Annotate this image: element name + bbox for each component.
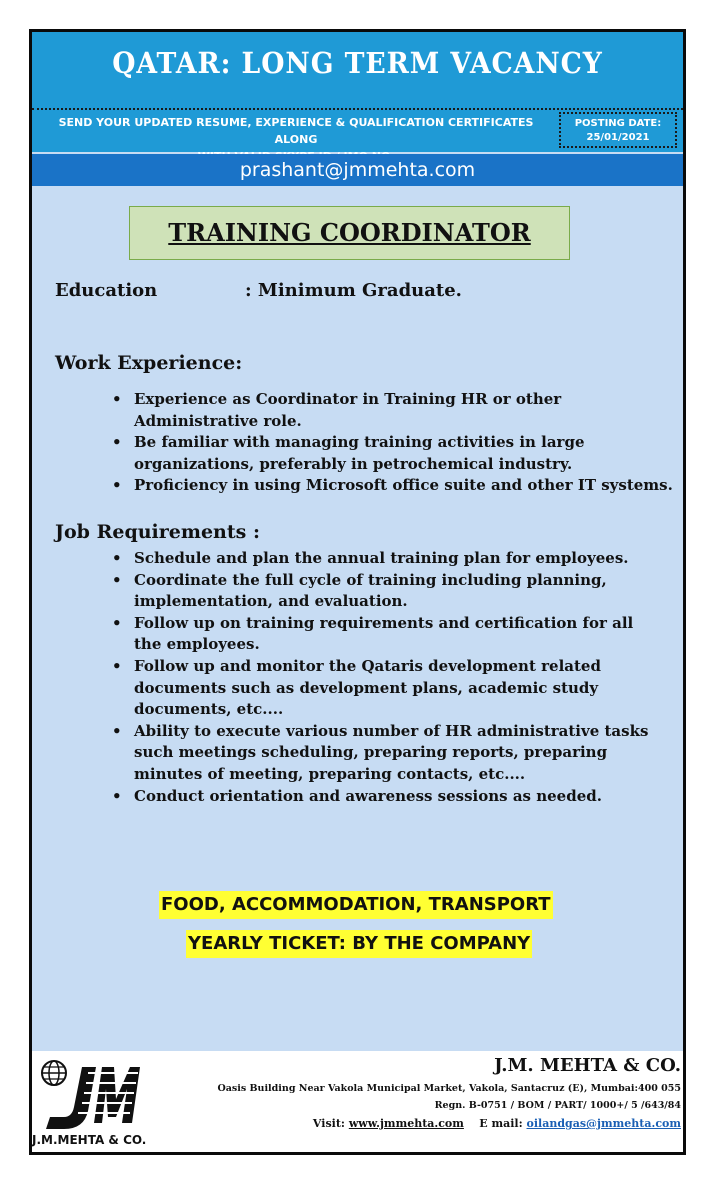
list-item: • Follow up and monitor the Qataris development related documents such as development plans, academic study documents, etc.... xyxy=(134,656,604,721)
footer-contact-line xyxy=(313,1117,681,1130)
list-item: • Coordinate the full cycle of training including planning, implementation, and evaluation. xyxy=(134,570,634,613)
work-experience-list xyxy=(112,389,684,497)
email-label: E mail: xyxy=(479,1117,523,1130)
poster-title: QATAR: LONG TERM VACANCY xyxy=(112,46,603,80)
instruction-line-1: SEND YOUR UPDATED RESUME, EXPERIENCE & QUALIFICATION CERTIFICATES ALONG xyxy=(58,116,534,146)
education-value: : Minimum Graduate. xyxy=(245,280,462,301)
footer-company-name: J.M. MEHTA & CO. xyxy=(494,1055,681,1076)
job-title: TRAINING COORDINATOR xyxy=(129,206,570,260)
job-poster xyxy=(29,29,686,1155)
company-logo-icon xyxy=(38,1059,142,1133)
list-item: • Be familiar with managing training activities in large organizations, preferably in petrochemical industry. xyxy=(134,432,614,475)
footer-registration: Regn. B-0751 / BOM / PART/ 1000+/ 5 /643/84 xyxy=(434,1100,681,1111)
visit-label: Visit: xyxy=(312,1117,345,1130)
footer-email-link[interactable]: oilandgas@jmmehta.com xyxy=(526,1117,681,1130)
job-requirements-heading: Job Requirements : xyxy=(55,521,260,543)
header-banner xyxy=(32,32,683,110)
logo-caption: J.M.MEHTA & CO. xyxy=(32,1133,147,1147)
footer xyxy=(32,1051,683,1152)
posting-date-value: 25/01/2021 xyxy=(586,132,650,143)
work-experience-heading: Work Experience: xyxy=(55,352,243,374)
list-item: • Proficiency in using Microsoft office suite and other IT systems. xyxy=(134,475,684,497)
contact-email[interactable]: prashant@jmmehta.com xyxy=(32,154,683,186)
benefits-line-2: YEARLY TICKET: BY THE COMPANY xyxy=(186,930,532,958)
list-item: • Schedule and plan the annual training plan for employees. xyxy=(134,548,674,570)
job-requirements-list xyxy=(112,548,674,807)
benefits-line-1: FOOD, ACCOMMODATION, TRANSPORT xyxy=(159,891,553,919)
list-item: • Conduct orientation and awareness sessions as needed. xyxy=(134,786,674,808)
posting-date-box xyxy=(559,112,677,148)
list-item: • Follow up on training requirements and certification for all the employees. xyxy=(134,613,664,656)
list-item: • Ability to execute various number of HR administrative tasks such meetings scheduling, preparing reports, preparing minutes of meeting, preparing contacts, etc.... xyxy=(134,721,674,786)
list-item: • Experience as Coordinator in Training HR or other Administrative role. xyxy=(134,389,684,432)
footer-address: Oasis Building Near Vakola Municipal Market, Vakola, Santacruz (E), Mumbai:400 055 xyxy=(217,1083,681,1094)
posting-date-label: POSTING DATE: xyxy=(574,118,662,129)
website-link[interactable]: www.jmmehta.com xyxy=(348,1117,464,1130)
education-label: Education xyxy=(55,280,158,301)
instruction-bar xyxy=(32,110,683,152)
